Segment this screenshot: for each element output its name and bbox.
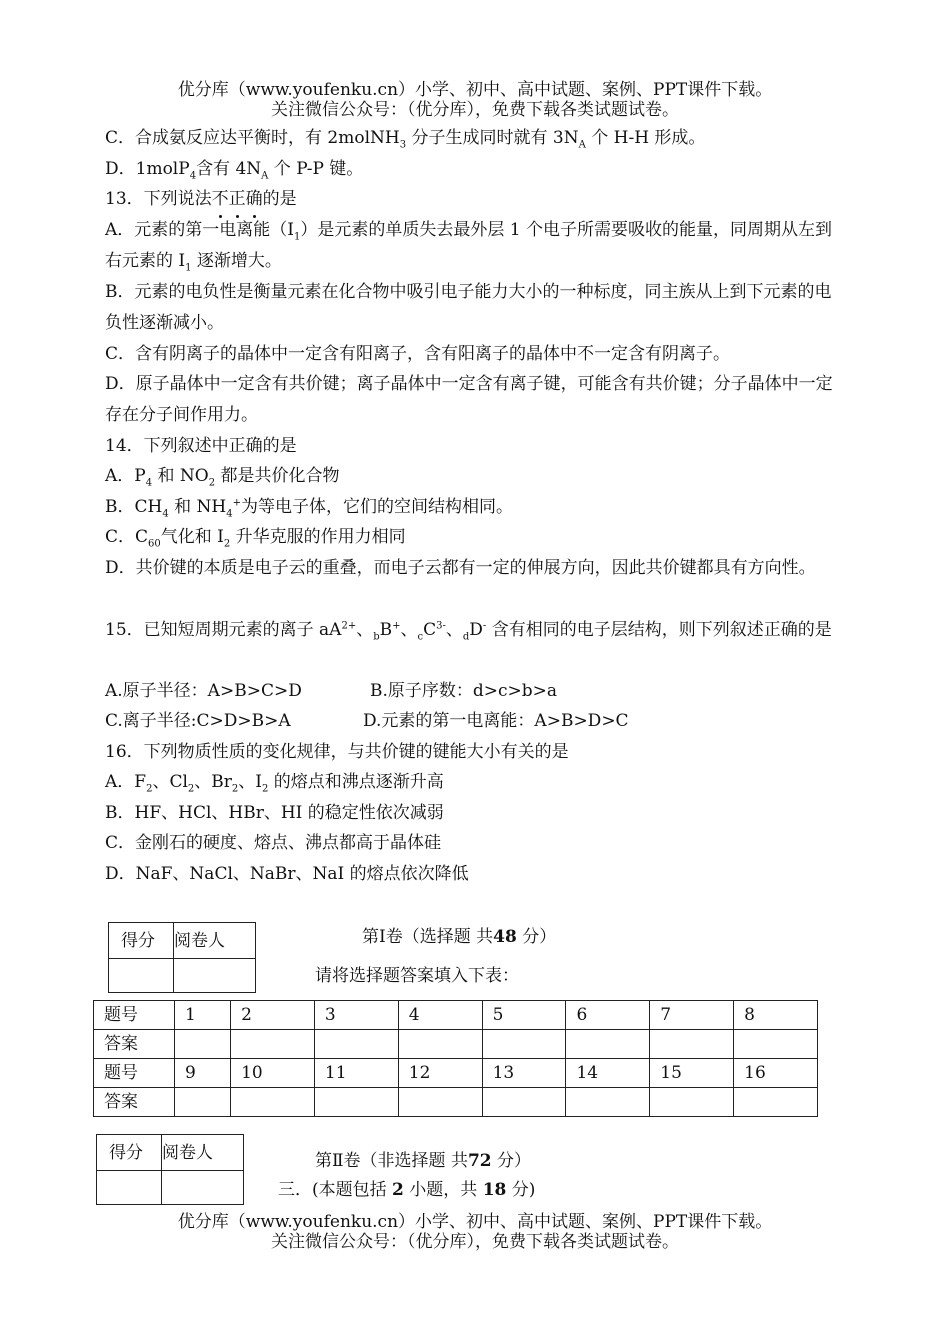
footer-line-2: 关注微信公众号：（优分库），免费下载各类试题试卷。 <box>271 1232 679 1252</box>
answer-label: 答案 <box>94 1030 175 1059</box>
q16-stem: 16．下列物质性质的变化规律，与共价键的键能大小有关的是 <box>105 742 569 762</box>
question-number: 2 <box>231 1001 315 1030</box>
q16-option-c: C．金刚石的硬度、熔点、沸点都高于晶体硅 <box>105 833 442 853</box>
header-line-2: 关注微信公众号：（优分库），免费下载各类试题试卷。 <box>271 100 679 120</box>
answer-label: 答案 <box>94 1088 175 1117</box>
question-number: 15 <box>650 1059 734 1088</box>
answer-cell[interactable] <box>566 1030 650 1059</box>
table-row-answers-1 <box>94 1030 818 1059</box>
question-number: 16 <box>734 1059 818 1088</box>
q12-option-c: C．合成氨反应达平衡时，有 2molNH$_3$ 分子生成同时就有 $3N_A$ 个 H-H 形成。 <box>105 128 706 151</box>
q15-option-a: A.原子半径：A>B>C>D <box>105 681 302 701</box>
part1-instruction: 请将选择题答案填入下表： <box>315 966 519 986</box>
score-box-part2 <box>96 1134 244 1205</box>
part1-title: 第Ⅰ卷（选择题 共48 分） <box>362 927 557 947</box>
q13-option-b: B．元素的电负性是衡量元素在化合物中吸引电子能力大小的一种标度，同主族从上到下元素的电负性逐渐减小。 <box>105 282 832 333</box>
question-number: 10 <box>231 1059 315 1088</box>
score-cell[interactable] <box>109 959 174 993</box>
answer-cell[interactable] <box>175 1030 231 1059</box>
score-label: 得分 <box>97 1135 162 1171</box>
q15-option-b: B.原子序数：d>c>b>a <box>370 681 558 701</box>
question-number: 6 <box>566 1001 650 1030</box>
question-number: 11 <box>314 1059 398 1088</box>
q16-option-d: D．NaF、NaCl、NaBr、NaI 的熔点依次降低 <box>105 864 469 884</box>
question-number-label: 题号 <box>94 1001 175 1030</box>
score-box-part1 <box>108 922 256 993</box>
answer-table <box>93 1000 818 1117</box>
question-number: 5 <box>482 1001 566 1030</box>
answer-cell[interactable] <box>566 1088 650 1117</box>
question-number: 4 <box>398 1001 482 1030</box>
score-cell[interactable] <box>97 1171 162 1205</box>
question-number: 14 <box>566 1059 650 1088</box>
answer-cell[interactable] <box>175 1088 231 1117</box>
answer-cell[interactable] <box>650 1088 734 1117</box>
answer-cell[interactable] <box>398 1088 482 1117</box>
q15-option-c: C.离子半径:C>D>B>A <box>105 711 291 731</box>
answer-cell[interactable] <box>650 1030 734 1059</box>
answer-cell[interactable] <box>231 1088 315 1117</box>
q13-option-a: A．元素的第一电离能$(I_1)$是元素的单质失去最外层 1 个电子所需要吸收的能量，同周期从左到右元素的 $I_1$ 逐渐增大。 <box>105 220 832 274</box>
question-number: 3 <box>314 1001 398 1030</box>
answer-cell[interactable] <box>231 1030 315 1059</box>
q15-option-d: D.元素的第一电离能：A>B>D>C <box>363 711 629 731</box>
question-number: 9 <box>175 1059 231 1088</box>
q13-option-c: C．含有阴离子的晶体中一定含有阳离子，含有阳离子的晶体中不一定含有阴离子。 <box>105 344 731 364</box>
answer-cell[interactable] <box>314 1088 398 1117</box>
q14-option-a: A．$P_4$ 和 $NO_2$ 都是共价化合物 <box>105 466 340 489</box>
grader-label: 阅卷人 <box>174 923 256 959</box>
grader-label: 阅卷人 <box>162 1135 244 1171</box>
q13-option-d: D．原子晶体中一定含有共价键；离子晶体中一定含有离子键，可能含有共价键；分子晶体中一定存在分子间作用力。 <box>105 374 833 425</box>
part2-title: 第Ⅱ卷（非选择题 共72 分） <box>315 1151 532 1171</box>
q14-option-c: C．$C_{60}$气化和 $I_2$ 升华克服的作用力相同 <box>105 527 406 550</box>
footer-line-1: 优分库（www.youfenku.cn）小学、初中、高中试题、案例、PPT课件下载。 <box>177 1212 773 1232</box>
question-number: 12 <box>398 1059 482 1088</box>
q12-option-d: D．1molP$_4$含有 $4N_A$ 个 P-P 键。 <box>105 159 364 182</box>
answer-cell[interactable] <box>482 1030 566 1059</box>
answer-cell[interactable] <box>734 1088 818 1117</box>
question-number: 1 <box>175 1001 231 1030</box>
q14-option-d: D．共价键的本质是电子云的重叠，而电子云都有一定的伸展方向，因此共价键都具有方向性。 <box>105 558 816 578</box>
question-number-label: 题号 <box>94 1059 175 1088</box>
header-line-1: 优分库（www.youfenku.cn）小学、初中、高中试题、案例、PPT课件下载。 <box>177 80 773 100</box>
answer-cell[interactable] <box>482 1088 566 1117</box>
table-row-numbers-2 <box>94 1059 818 1088</box>
question-number: 7 <box>650 1001 734 1030</box>
table-row-answers-2 <box>94 1088 818 1117</box>
question-number: 8 <box>734 1001 818 1030</box>
answer-cell[interactable] <box>398 1030 482 1059</box>
q16-option-a: A．$F_2$、$Cl_2$、$Br_2$、$I_2$ 的熔点和沸点逐渐升高 <box>105 772 444 795</box>
q13-stem: 13．下列说法不正确的是 <box>105 189 297 209</box>
section-three-heading: 三．(本题包括 2 小题，共 18 分) <box>278 1180 536 1200</box>
grader-cell[interactable] <box>162 1171 244 1205</box>
grader-cell[interactable] <box>174 959 256 993</box>
question-number: 13 <box>482 1059 566 1088</box>
table-row-numbers-1 <box>94 1001 818 1030</box>
q14-option-b: B．$CH_4$ 和 $NH_4^+$为等电子体，它们的空间结构相同。 <box>105 497 513 520</box>
q14-stem: 14．下列叙述中正确的是 <box>105 436 297 456</box>
answer-cell[interactable] <box>314 1030 398 1059</box>
q15-stem: 15．已知短周期元素的离子 $aA^{2+}$、$_b$B+、$_cC^{3-}$、$_d$D- 含有相同的电子层结构，则下列叙述正确的是 <box>105 620 832 643</box>
q16-option-b: B．HF、HCl、HBr、HI 的稳定性依次减弱 <box>105 803 444 823</box>
score-label: 得分 <box>109 923 174 959</box>
answer-cell[interactable] <box>734 1030 818 1059</box>
